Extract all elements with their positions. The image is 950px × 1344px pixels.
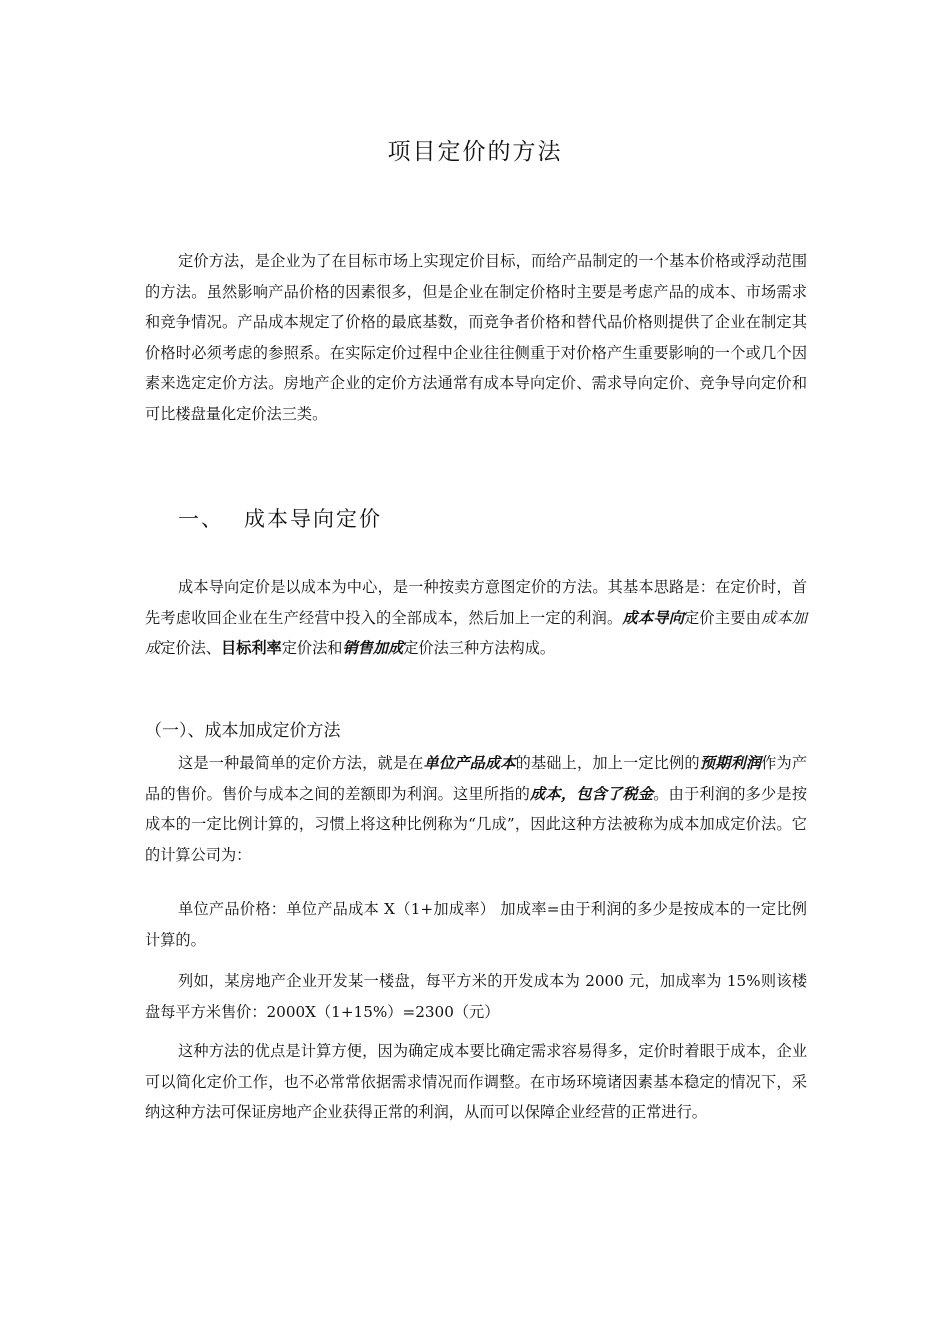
text-run: 这是一种最简单的定价方法，就是在	[178, 754, 424, 772]
cost-plus-paragraph	[145, 748, 807, 870]
document-title: 项目定价的方法	[387, 139, 563, 165]
section1-paragraph	[145, 572, 807, 664]
section-title: 成本导向定价	[244, 507, 382, 531]
emphasis-text: 目标利率	[220, 639, 282, 657]
example-paragraph: 列如，某房地产企业开发某一楼盘，每平方米的开发成本为 2000 元，加成率为 15%则该楼盘每平方米售价：2000X（1+15%）=2300（元）	[145, 972, 807, 1021]
text-run: 定价法和	[281, 639, 343, 657]
text-run: 成本导向定价是以成本为中心，是一种按卖方意图定价的方法。其基本思路是：在定价时，首先考虑收回企业在生产经营中投入的全部成本，然后加上一定的利润。	[145, 578, 807, 627]
advantages-paragraph: 这种方法的优点是计算方便，因为确定成本要比确定需求容易得多，定价时着眼于成本，企业可以简化定价工作，也不必常常依据需求情况而作调整。在市场环境诸因素基本稳定的情况下，采纳这种方法可保证房地产企业获得正常的利润，从而可以保障企业经营的正常进行。	[145, 1042, 807, 1121]
section-heading	[178, 503, 382, 533]
text-run: 的基础上，加上一定比例的	[515, 754, 700, 772]
intro-paragraph: 定价方法，是企业为了在目标市场上实现定价目标，而给产品制定的一个基本价格或浮动范围的方法。虽然影响产品价格的因素很多，但是企业在制定价格时主要是考虑产品的成本、市场需求和竞争情况。产品成本规定了价格的最底基数，而竞争者价格和替代品价格则提供了企业在制定其价格时必须考虑的参照系。在实际定价过程中企业往往侧重于对价格产生重要影响的一个或几个因素来选定定价方法。房地产企业的定价方法通常有成本导向定价、需求导向定价、竞争导向定价和可比楼盘量化定价法三类。	[145, 252, 807, 423]
emphasis-text: 成本导向	[622, 608, 685, 627]
emphasis-text: 成本，包含了税金	[530, 784, 654, 803]
emphasis-text: 销售加成	[342, 639, 404, 657]
subsection-heading: （一）、成本加成定价方法	[145, 721, 341, 741]
text-run: 作为产品的售价。售价与成本之间的差额即为利润。这里所指的	[145, 754, 808, 803]
text-run: 定价主要由	[684, 608, 762, 627]
formula-paragraph: 单位产品价格：单位产品成本 X（1+加成率） 加成率=由于利润的多少是按成本的一定比例计算的。	[145, 900, 807, 949]
section-number: 一、	[178, 507, 224, 531]
text-run: 定价法、	[160, 639, 221, 657]
emphasis-text: 单位产品成本	[423, 754, 516, 772]
emphasis-text: 成本加成	[145, 608, 808, 657]
text-run: 定价法三种方法构成。	[403, 639, 556, 657]
text-run: 。由于利润的多少是按成本的一定比例计算的，习惯上将这种比例称为“几成”，因此这种方法被称为成本加成定价法。它的计算公司为：	[145, 784, 808, 864]
emphasis-text: 预期利润	[699, 754, 762, 772]
